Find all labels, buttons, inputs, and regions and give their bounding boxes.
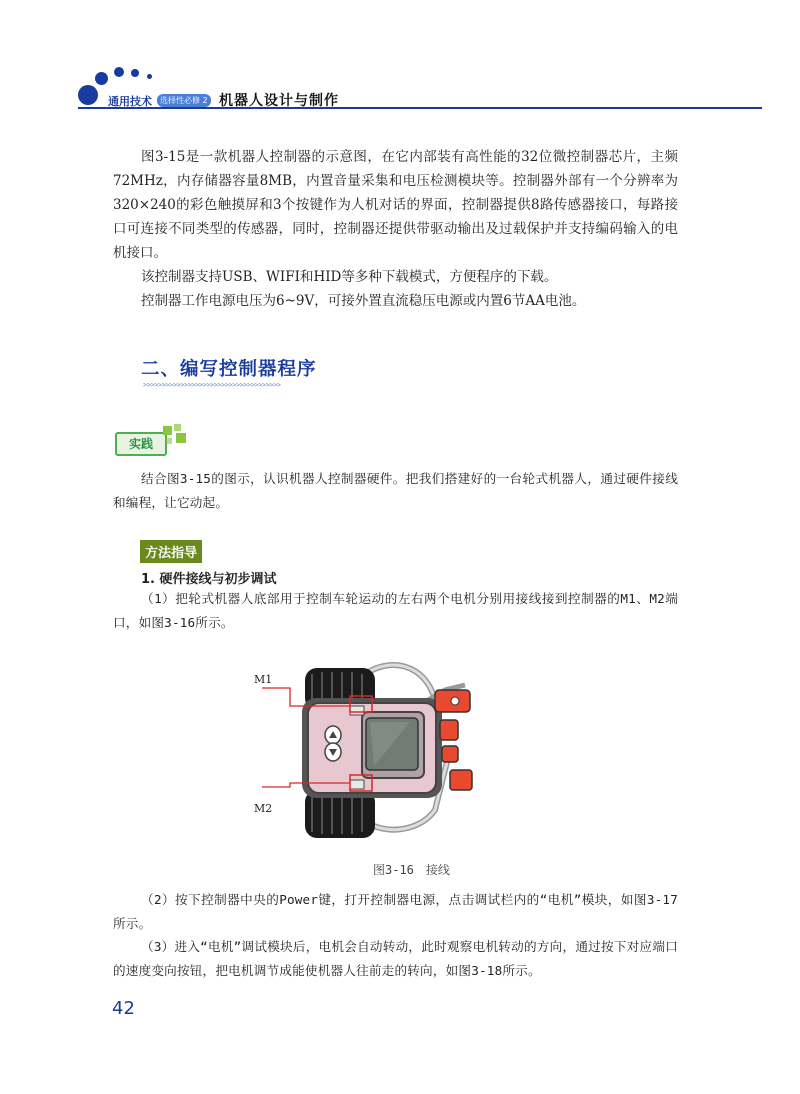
header-dot-tiny: [147, 74, 152, 79]
practice-badge: 实践: [115, 432, 167, 456]
header-title: 机器人设计与制作: [219, 93, 339, 109]
section-title: 二、编写控制器程序: [141, 359, 317, 380]
figure-label-m2: M2: [254, 802, 273, 815]
step-2-text: （2）按下控制器中央的Power键，打开控制器电源，点击调试栏内的“电机”模块，如图3-17所示。: [113, 892, 678, 931]
paragraph-1: 图3-15是一款机器人控制器的示意图，在它内部装有高性能的32位微控制器芯片，主频72MHz，内存储器容量8MB，内置音量采集和电压检测模块等。控制器外部有一个分辨率为320×240的彩色触摸屏和3个按键作为人机对话的界面，控制器提供8路传感器接口，每路接口可连接不同类型的传感器，同时，控制器还提供带驱动输出及过载保护并支持编码输入的电机接口。: [113, 149, 678, 261]
badge-square: [166, 438, 172, 444]
paragraph-2: 该控制器支持USB、WIFI和HID等多种下载模式，方便程序的下载。: [141, 269, 558, 285]
page-number: 42: [112, 998, 135, 1019]
step-1-text: （1）把轮式机器人底部用于控制车轮运动的左右两个电机分别用接线接到控制器的M1、M2端口，如图3-16所示。: [113, 591, 678, 630]
step-3-text: （3）进入“电机”调试模块后，电机会自动转动，此时观察电机转动的方向，通过按下对应端口的速度变向按钮，把电机调节成能使机器人往前走的转向，如图3-18所示。: [113, 939, 678, 978]
badge-square: [174, 424, 181, 431]
header-rule: [78, 107, 762, 109]
header-dot-small-1: [114, 67, 124, 77]
figure-wiring: [250, 640, 510, 850]
practice-text: 结合图3-15的图示，认识机器人控制器硬件。把我们搭建好的一台轮式机器人，通过硬件接线和编程，让它动起。: [113, 471, 678, 510]
figure-label-m1: M1: [254, 673, 273, 686]
badge-square: [163, 426, 172, 435]
figure-caption: 图3-16 接线: [373, 863, 450, 877]
header-dot-medium: [95, 72, 108, 85]
header-dot-large: [78, 85, 98, 105]
paragraph-3: 控制器工作电源电压为6~9V，可接外置直流稳压电源或内置6节AA电池。: [141, 293, 586, 309]
header-dot-small-2: [131, 69, 139, 77]
header-subtitle: 选择性必修 2: [157, 94, 211, 107]
step-1-title: 1. 硬件接线与初步调试: [141, 572, 277, 587]
robot-wiring-illustration: [250, 640, 510, 850]
badge-square: [176, 433, 186, 443]
section-arrows: >>>>>>>>>>>>>>>>>>>>>>>>>>>>>>>>>>>>>: [143, 381, 281, 389]
method-label: 方法指导: [140, 540, 202, 563]
header-book-name: 通用技术: [108, 95, 152, 108]
